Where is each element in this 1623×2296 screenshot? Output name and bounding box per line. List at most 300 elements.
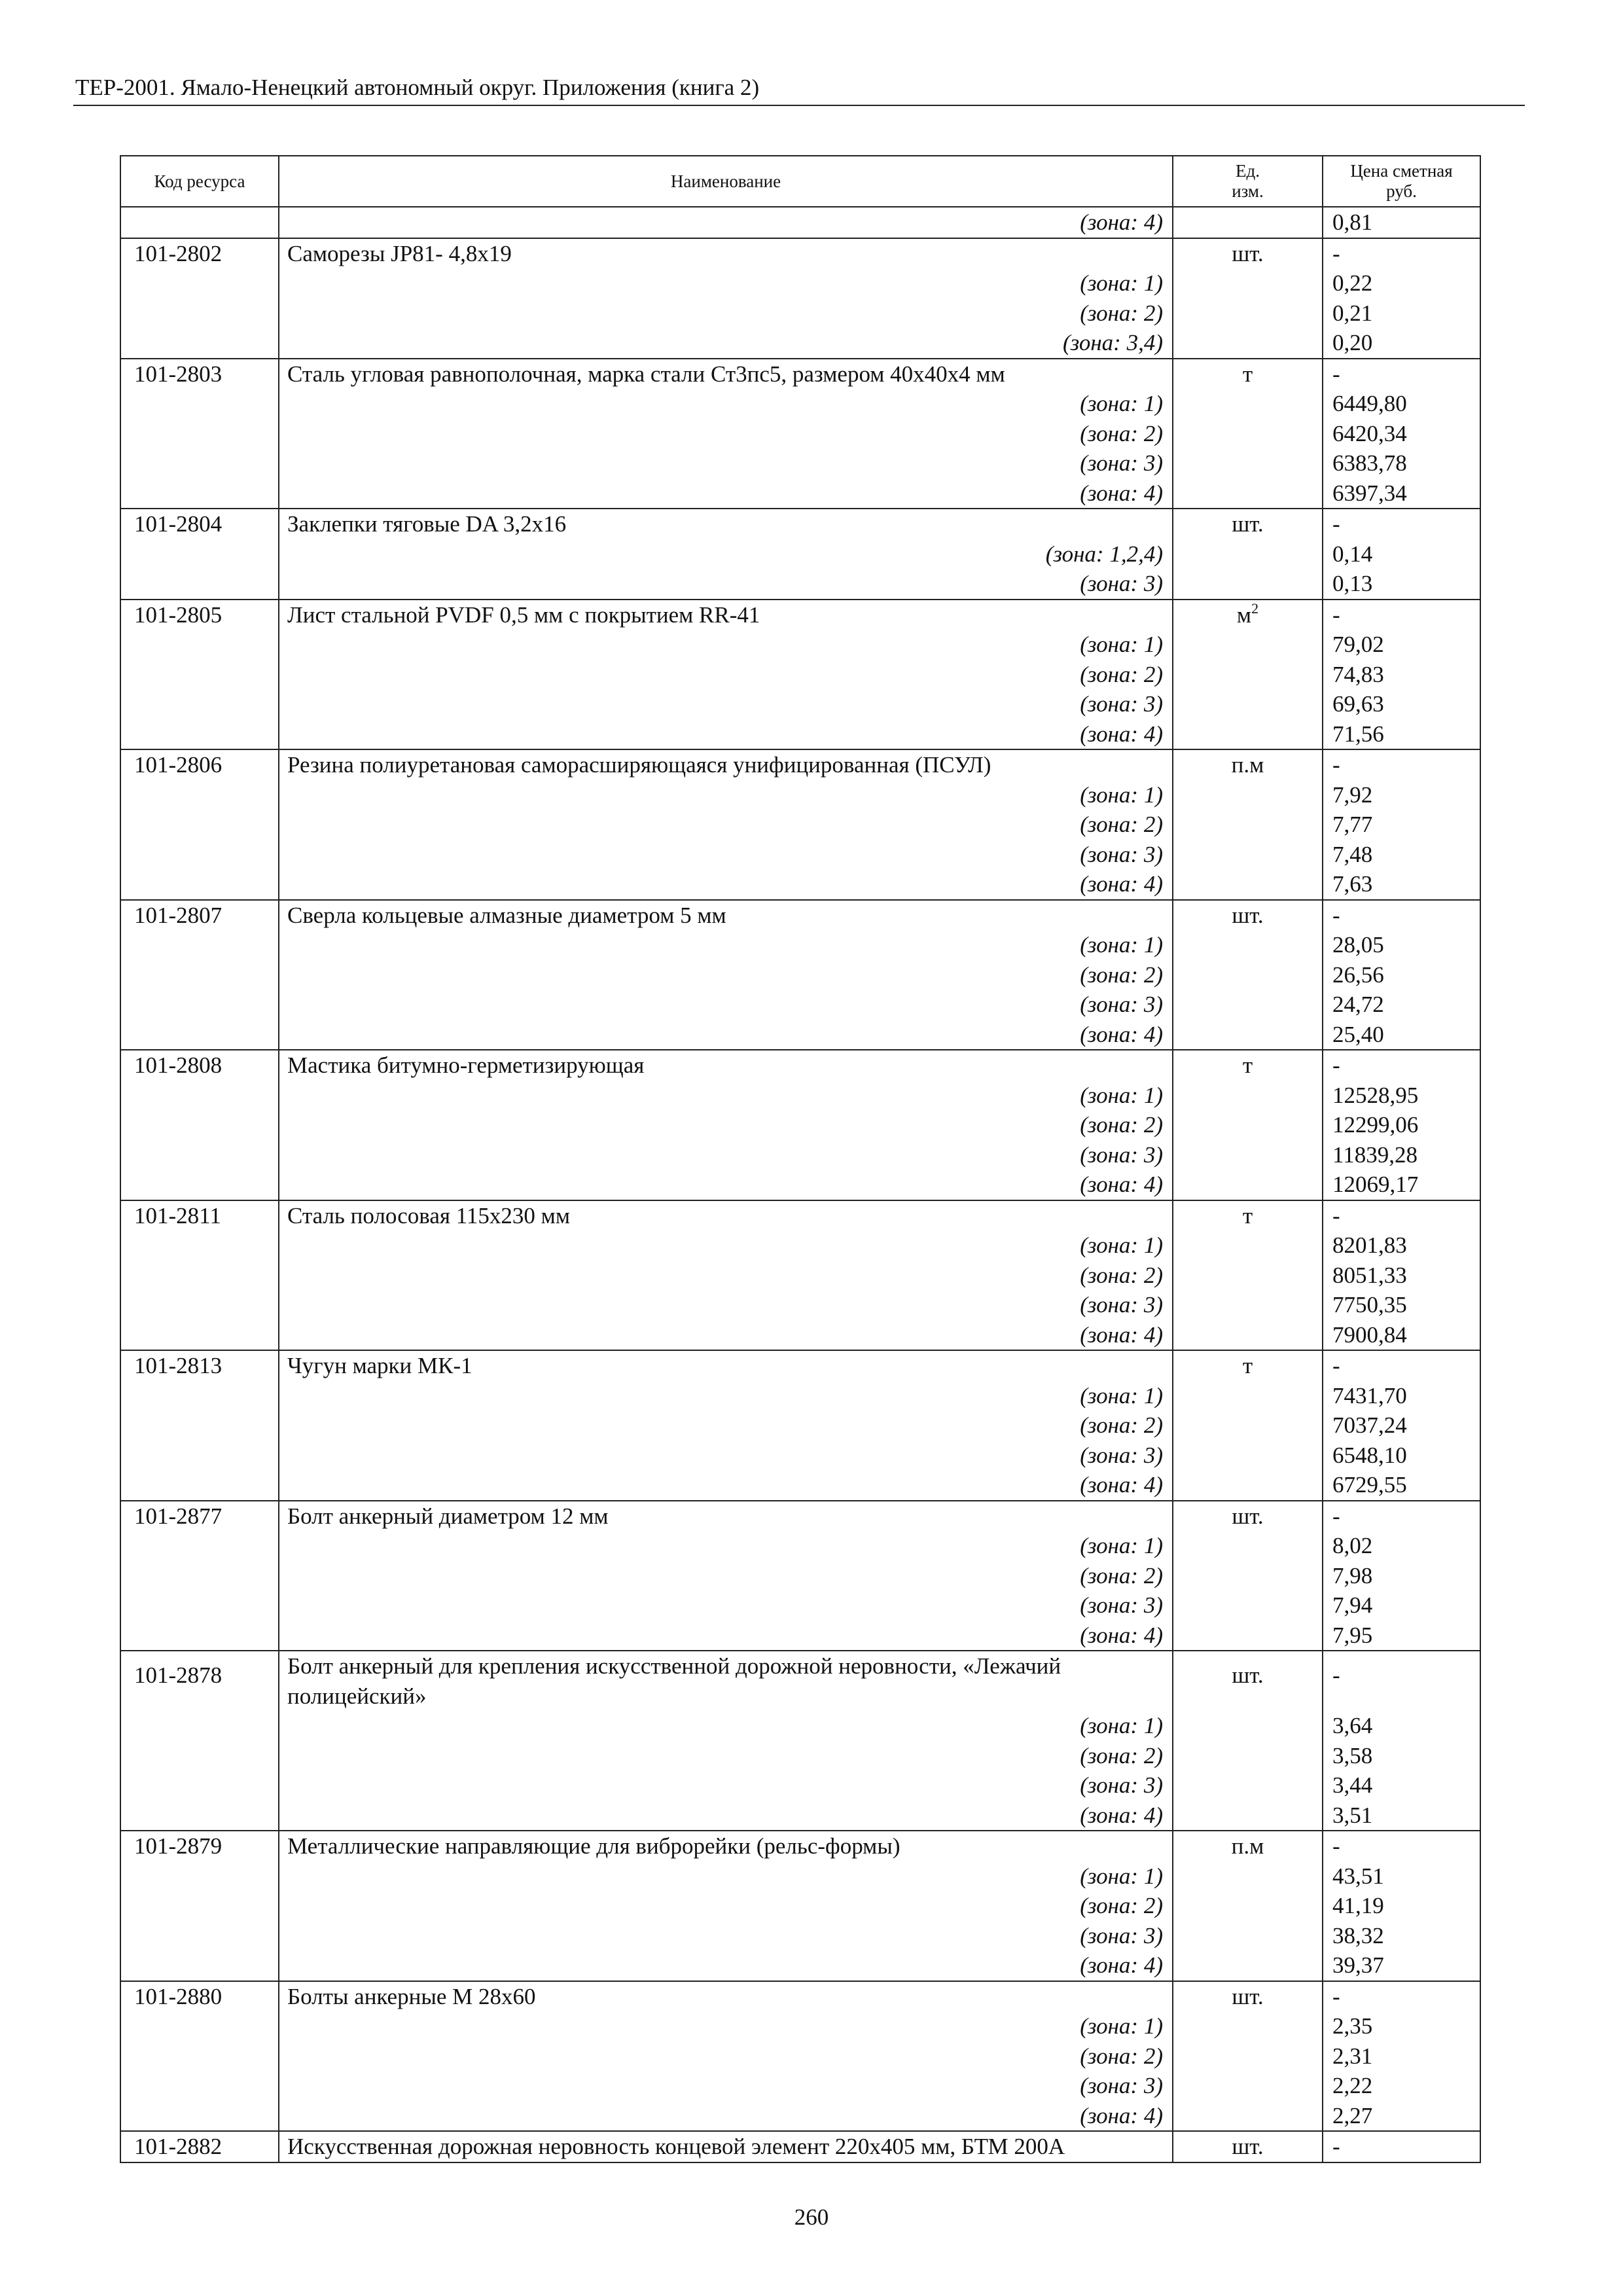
zone-label-cell-text: (зона: 3)	[1080, 1442, 1163, 1468]
zone-label-cell	[279, 1770, 1173, 1801]
zone-label-cell-text: (зона: 4)	[1080, 209, 1163, 235]
zone-label-cell-text: (зона: 1)	[1080, 270, 1163, 296]
price-cell	[1323, 840, 1480, 870]
zone-price-row	[120, 1801, 1480, 1831]
resource-code-cell	[120, 1230, 279, 1261]
resource-code-cell	[120, 268, 279, 298]
price-cell	[1323, 238, 1480, 269]
zone-price-row	[120, 569, 1480, 600]
resource-name-cell	[279, 509, 1173, 539]
table-row	[120, 2131, 1480, 2162]
unit-cell-text: п.м	[1231, 1833, 1264, 1859]
resource-code-cell	[120, 780, 279, 810]
resource-code-cell	[120, 1741, 279, 1771]
zone-label-cell-text: (зона: 2)	[1080, 812, 1163, 837]
zone-label-cell	[279, 1861, 1173, 1892]
price-cell	[1323, 328, 1480, 359]
resource-code-cell	[120, 1651, 279, 1711]
zone-label-cell	[279, 1621, 1173, 1651]
zone-price-row	[120, 719, 1480, 750]
resource-code-cell	[120, 1320, 279, 1351]
price-cell	[1323, 1831, 1480, 1861]
unit-cell	[1173, 1950, 1323, 1981]
unit-cell-text: шт.	[1232, 1983, 1264, 2009]
unit-cell	[1173, 990, 1323, 1020]
unit-cell	[1173, 2041, 1323, 2072]
unit-cell	[1173, 1170, 1323, 1200]
zone-label-cell-text: (зона: 4)	[1080, 1952, 1163, 1978]
unit-cell-text: шт.	[1232, 511, 1264, 537]
zone-price-row	[120, 1770, 1480, 1801]
price-cell-text: 25,40	[1332, 1021, 1384, 1047]
zone-label-cell	[279, 448, 1173, 478]
resource-code-cell	[120, 1290, 279, 1320]
price-cell	[1323, 1410, 1480, 1441]
price-cell	[1323, 1501, 1480, 1532]
resource-code-cell	[120, 1831, 279, 1861]
resource-code-cell	[120, 1020, 279, 1050]
zone-label-cell	[279, 2011, 1173, 2041]
column-header-price	[1323, 156, 1480, 207]
unit-cell	[1173, 840, 1323, 870]
unit-cell	[1173, 207, 1323, 238]
resource-code-cell	[120, 2011, 279, 2041]
unit-cell	[1173, 1501, 1323, 1532]
price-cell-text: 8051,33	[1332, 1262, 1407, 1288]
zone-label-cell	[279, 1020, 1173, 1050]
unit-cell	[1173, 1711, 1323, 1741]
table-row	[120, 600, 1480, 630]
zone-price-row	[120, 990, 1480, 1020]
price-cell	[1323, 660, 1480, 690]
resource-name-cell-text: Мастика битумно-герметизирующая	[287, 1052, 645, 1078]
price-cell	[1323, 1350, 1480, 1381]
price-cell-text: 7,95	[1332, 1622, 1373, 1648]
zone-price-row	[120, 2041, 1480, 2072]
zone-price-row	[120, 630, 1480, 660]
unit-cell	[1173, 1290, 1323, 1320]
price-cell-text: 2,27	[1332, 2102, 1373, 2128]
price-cell	[1323, 2041, 1480, 2072]
unit-cell	[1173, 1050, 1323, 1081]
zone-price-row	[120, 869, 1480, 900]
zone-label-cell-text: (зона: 4)	[1080, 721, 1163, 747]
zone-label-cell	[279, 630, 1173, 660]
resource-code-cell	[120, 1410, 279, 1441]
unit-cell	[1173, 1020, 1323, 1050]
resource-code-cell-text: 101-2803	[134, 361, 223, 387]
zone-price-row	[120, 328, 1480, 359]
resource-code-cell	[120, 1381, 279, 1411]
resource-code-cell	[120, 1770, 279, 1801]
zone-label-cell-text: (зона: 3)	[1080, 450, 1163, 476]
price-cell	[1323, 2071, 1480, 2101]
zone-price-row	[120, 930, 1480, 960]
zone-price-row	[120, 1441, 1480, 1471]
zone-price-row	[120, 389, 1480, 419]
resource-code-cell	[120, 2101, 279, 2132]
unit-cell	[1173, 660, 1323, 690]
unit-cell-text: м	[1236, 601, 1252, 628]
price-cell-text: -	[1332, 511, 1340, 537]
resource-name-cell-text: Болт анкерный диаметром 12 мм	[287, 1503, 609, 1529]
zone-label-cell	[279, 2101, 1173, 2132]
price-cell-text: -	[1332, 2134, 1340, 2159]
unit-cell	[1173, 2011, 1323, 2041]
resource-code-cell	[120, 1711, 279, 1741]
unit-cell	[1173, 1381, 1323, 1411]
zone-label-cell-text: (зона: 1)	[1080, 1863, 1163, 1889]
zone-label-cell	[279, 1921, 1173, 1951]
price-cell-text: 7900,84	[1332, 1321, 1407, 1348]
price-cell	[1323, 1561, 1480, 1591]
resource-code-cell	[120, 1501, 279, 1532]
resource-code-cell	[120, 600, 279, 630]
price-cell	[1323, 1770, 1480, 1801]
resource-code-cell	[120, 2071, 279, 2101]
zone-label-cell	[279, 1590, 1173, 1621]
unit-cell	[1173, 780, 1323, 810]
column-header-unit-line1: Ед.	[1236, 161, 1260, 181]
resource-code-cell	[120, 509, 279, 539]
zone-label-cell	[279, 389, 1173, 419]
zone-label-cell	[279, 1470, 1173, 1501]
zone-price-row	[120, 539, 1480, 569]
resource-code-cell	[120, 990, 279, 1020]
unit-cell	[1173, 1921, 1323, 1951]
zone-label-cell-text: (зона: 3)	[1080, 1292, 1163, 1318]
price-cell	[1323, 569, 1480, 600]
unit-cell-text: п.м	[1231, 752, 1264, 778]
price-cell-text: 7750,35	[1332, 1292, 1407, 1318]
resource-code-cell	[120, 1801, 279, 1831]
table-row	[120, 1831, 1480, 1861]
zone-label-cell-text: (зона: 3)	[1080, 1141, 1163, 1168]
unit-cell	[1173, 539, 1323, 569]
zone-label-cell	[279, 1081, 1173, 1111]
zone-label-cell-text: (зона: 2)	[1080, 1562, 1163, 1588]
unit-cell	[1173, 268, 1323, 298]
price-cell-text: 8201,83	[1332, 1232, 1407, 1258]
resource-code-cell	[120, 389, 279, 419]
resource-code-cell-text: 101-2811	[134, 1202, 221, 1229]
zone-label-cell-text: (зона: 4)	[1080, 1021, 1163, 1047]
price-cell-text: 6548,10	[1332, 1442, 1407, 1468]
price-cell-text: 7431,70	[1332, 1382, 1407, 1408]
resource-name-cell	[279, 1050, 1173, 1081]
zone-label-cell	[279, 1110, 1173, 1140]
price-cell	[1323, 749, 1480, 780]
unit-cell-text: шт.	[1232, 2134, 1264, 2159]
price-cell-text: 3,51	[1332, 1802, 1373, 1828]
unit-cell	[1173, 1081, 1323, 1111]
resource-name-cell	[279, 600, 1173, 630]
unit-cell	[1173, 359, 1323, 389]
unit-cell-text: шт.	[1232, 1662, 1264, 1688]
price-cell	[1323, 509, 1480, 539]
resource-name-cell-text: Сталь полосовая 115х230 мм	[287, 1202, 570, 1229]
zone-label-cell	[279, 2041, 1173, 2072]
price-cell	[1323, 869, 1480, 900]
zone-label-cell-text: (зона: 2)	[1080, 1112, 1163, 1138]
price-cell-text: -	[1332, 1662, 1340, 1688]
price-cell-text: 69,63	[1332, 691, 1384, 717]
price-cell	[1323, 207, 1480, 238]
price-cell	[1323, 780, 1480, 810]
price-cell	[1323, 630, 1480, 660]
price-cell	[1323, 1200, 1480, 1231]
resource-name-cell-text: Сверла кольцевые алмазные диаметром 5 мм	[287, 902, 726, 928]
resource-code-cell	[120, 569, 279, 600]
zone-label-cell	[279, 1741, 1173, 1771]
price-cell-text: 28,05	[1332, 932, 1384, 958]
price-cell-text: -	[1332, 1202, 1340, 1229]
zone-label-cell	[279, 419, 1173, 449]
price-cell-text: -	[1332, 902, 1340, 928]
price-cell	[1323, 930, 1480, 960]
zone-label-cell-text: (зона: 1)	[1080, 781, 1163, 808]
price-table	[120, 155, 1481, 2163]
resource-name-cell	[279, 1831, 1173, 1861]
zone-label-cell	[279, 1531, 1173, 1561]
zone-price-row	[120, 810, 1480, 840]
column-header-name	[279, 156, 1173, 207]
zone-label-cell	[279, 539, 1173, 569]
unit-cell-text: т	[1242, 1052, 1253, 1078]
zone-label-cell-text: (зона: 4)	[1080, 1622, 1163, 1648]
unit-cell	[1173, 1831, 1323, 1861]
zone-label-cell	[279, 1381, 1173, 1411]
header-divider	[73, 105, 1525, 106]
price-cell-text: 79,02	[1332, 632, 1384, 657]
resource-name-cell-text: Саморезы JP81- 4,8х19	[287, 240, 512, 266]
column-header-price-line2: руб.	[1386, 181, 1417, 201]
zone-label-cell	[279, 1891, 1173, 1921]
zone-label-cell-text: (зона: 4)	[1080, 871, 1163, 897]
unit-cell	[1173, 1410, 1323, 1441]
zone-label-cell	[279, 930, 1173, 960]
zone-label-cell-text: (зона: 4)	[1080, 1802, 1163, 1828]
unit-cell	[1173, 689, 1323, 719]
unit-cell-text: т	[1242, 361, 1253, 387]
resource-code-cell	[120, 1590, 279, 1621]
price-cell	[1323, 268, 1480, 298]
resource-code-cell	[120, 539, 279, 569]
zone-label-cell	[279, 1410, 1173, 1441]
unit-cell	[1173, 1261, 1323, 1291]
price-cell-text: 41,19	[1332, 1893, 1384, 1918]
resource-name-cell	[279, 1651, 1173, 1711]
price-cell-text: 7037,24	[1332, 1412, 1407, 1438]
zone-price-row	[120, 780, 1480, 810]
unit-cell	[1173, 1590, 1323, 1621]
zone-label-cell-text: (зона: 2)	[1080, 961, 1163, 988]
price-cell	[1323, 1230, 1480, 1261]
price-cell-text: 0,14	[1332, 541, 1373, 567]
price-cell-text: 39,37	[1332, 1952, 1384, 1978]
page-number: 260	[794, 2204, 829, 2230]
price-cell-text: -	[1332, 1503, 1340, 1529]
zone-price-row	[120, 1531, 1480, 1561]
price-cell	[1323, 2131, 1480, 2162]
price-cell	[1323, 1020, 1480, 1050]
zone-price-row	[120, 1290, 1480, 1320]
resource-code-cell-text: 101-2802	[134, 240, 223, 266]
price-cell	[1323, 1381, 1480, 1411]
zone-label-cell	[279, 810, 1173, 840]
resource-name-cell-text: Металлические направляющие для виброрейки (рельс-формы)	[287, 1833, 901, 1859]
price-cell	[1323, 1711, 1480, 1741]
price-cell	[1323, 539, 1480, 569]
price-cell	[1323, 689, 1480, 719]
resource-code-cell	[120, 328, 279, 359]
unit-cell	[1173, 1981, 1323, 2012]
unit-cell	[1173, 960, 1323, 990]
resource-code-cell	[120, 1200, 279, 1231]
unit-cell	[1173, 1470, 1323, 1501]
price-cell-text: 2,31	[1332, 2043, 1373, 2069]
resource-name-cell-text: Искусственная дорожная неровность концевой элемент 220х405 мм, БТМ 200А	[287, 2134, 1065, 2159]
price-cell-text: 12069,17	[1332, 1172, 1419, 1197]
resource-name-cell-text: Болт анкерный для крепления искусственной дорожной неровности, «Лежачий полицейский»	[287, 1653, 1061, 1709]
table-row	[120, 238, 1480, 269]
price-cell-text: 43,51	[1332, 1863, 1384, 1889]
column-header-unit-line2: изм.	[1232, 181, 1264, 201]
zone-price-row	[120, 1741, 1480, 1771]
zone-label-cell-text: (зона: 2)	[1080, 1742, 1163, 1768]
resource-code-cell	[120, 298, 279, 329]
price-cell-text: 2,22	[1332, 2073, 1373, 2098]
zone-label-cell-text: (зона: 4)	[1080, 2102, 1163, 2128]
price-cell	[1323, 298, 1480, 329]
unit-cell	[1173, 749, 1323, 780]
zone-price-row	[120, 268, 1480, 298]
zone-label-cell-text: (зона: 3)	[1080, 841, 1163, 867]
zone-label-cell	[279, 719, 1173, 750]
price-cell	[1323, 1320, 1480, 1351]
zone-price-row	[120, 1891, 1480, 1921]
resource-code-cell-text: 101-2808	[134, 1052, 223, 1078]
price-cell-text: 0,13	[1332, 571, 1373, 596]
resource-code-cell	[120, 1621, 279, 1651]
price-cell-text: 6420,34	[1332, 420, 1407, 446]
zone-price-row	[120, 1470, 1480, 1501]
resource-code-cell	[120, 1140, 279, 1170]
price-cell	[1323, 478, 1480, 509]
price-cell	[1323, 1110, 1480, 1140]
resource-code-cell-text: 101-2880	[134, 1983, 223, 2009]
zone-price-row	[120, 419, 1480, 449]
price-cell-text: 0,22	[1332, 270, 1373, 296]
resource-code-cell	[120, 719, 279, 750]
resource-name-cell	[279, 749, 1173, 780]
zone-label-cell-text: (зона: 4)	[1080, 480, 1163, 506]
resource-code-cell	[120, 419, 279, 449]
resource-code-cell-text: 101-2805	[134, 601, 223, 628]
resource-code-cell	[120, 1170, 279, 1200]
price-cell	[1323, 2011, 1480, 2041]
unit-cell	[1173, 1561, 1323, 1591]
price-cell	[1323, 719, 1480, 750]
unit-cell	[1173, 1320, 1323, 1351]
unit-cell-text: т	[1242, 1202, 1253, 1229]
price-cell	[1323, 1861, 1480, 1892]
resource-code-cell-text: 101-2882	[134, 2134, 223, 2159]
resource-code-cell	[120, 1110, 279, 1140]
resource-code-cell	[120, 2041, 279, 2072]
zone-label-cell-text: (зона: 1)	[1080, 632, 1163, 657]
resource-code-cell	[120, 359, 279, 389]
running-header: ТЕР-2001. Ямало-Ненецкий автономный округ. Приложения (книга 2)	[75, 75, 760, 100]
resource-code-cell	[120, 1081, 279, 1111]
zone-label-cell-text: (зона: 3)	[1080, 1922, 1163, 1948]
resource-code-cell	[120, 2131, 279, 2162]
unit-cell	[1173, 298, 1323, 329]
unit-cell	[1173, 869, 1323, 900]
zone-label-cell-text: (зона: 3)	[1080, 992, 1163, 1017]
price-cell-text: -	[1332, 1052, 1340, 1078]
price-cell	[1323, 990, 1480, 1020]
zone-label-cell	[279, 2071, 1173, 2101]
unit-superscript: 2	[1251, 600, 1259, 617]
column-header-price-line1: Цена сметная	[1350, 161, 1453, 181]
price-cell-text: 12528,95	[1332, 1082, 1419, 1108]
unit-cell	[1173, 1140, 1323, 1170]
zone-price-row	[120, 448, 1480, 478]
unit-cell	[1173, 238, 1323, 269]
price-cell-text: 12299,06	[1332, 1112, 1419, 1138]
resource-name-cell	[279, 1350, 1173, 1381]
price-cell-text: 26,56	[1332, 961, 1384, 988]
resource-name-cell	[279, 900, 1173, 931]
zone-label-cell-text: (зона: 1)	[1080, 391, 1163, 416]
price-cell	[1323, 1441, 1480, 1471]
zone-label-cell-text: (зона: 3)	[1080, 1772, 1163, 1798]
resource-name-cell-text: Чугун марки МК-1	[287, 1353, 473, 1378]
zone-label-cell-text: (зона: 1)	[1080, 1382, 1163, 1408]
price-cell-text: 6397,34	[1332, 480, 1407, 506]
table-header-row	[120, 156, 1480, 207]
unit-cell	[1173, 448, 1323, 478]
resource-name-cell-text: Заклепки тяговые DA 3,2х16	[287, 511, 567, 537]
unit-cell	[1173, 419, 1323, 449]
resource-code-cell	[120, 238, 279, 269]
zone-price-row	[120, 207, 1480, 238]
price-cell-text: 2,35	[1332, 2013, 1373, 2039]
zone-price-row	[120, 1921, 1480, 1951]
price-cell-text: 7,92	[1332, 781, 1373, 808]
price-cell-text: -	[1332, 240, 1340, 266]
unit-cell	[1173, 1651, 1323, 1711]
zone-label-cell	[279, 840, 1173, 870]
unit-cell	[1173, 810, 1323, 840]
resource-name-cell-text: Сталь угловая равнополочная, марка стали Ст3пс5, размером 40х40х4 мм	[287, 361, 1005, 387]
price-cell	[1323, 1531, 1480, 1561]
unit-cell	[1173, 1350, 1323, 1381]
price-cell	[1323, 1950, 1480, 1981]
unit-cell-text: т	[1242, 1353, 1253, 1378]
zone-price-row	[120, 2101, 1480, 2132]
zone-price-row	[120, 1020, 1480, 1050]
unit-cell	[1173, 1441, 1323, 1471]
price-cell-text: 3,64	[1332, 1713, 1373, 1738]
table-row	[120, 1651, 1480, 1711]
zone-label-cell	[279, 1320, 1173, 1351]
price-cell	[1323, 1651, 1480, 1711]
unit-cell	[1173, 1770, 1323, 1801]
unit-cell	[1173, 389, 1323, 419]
column-header-unit	[1173, 156, 1323, 207]
